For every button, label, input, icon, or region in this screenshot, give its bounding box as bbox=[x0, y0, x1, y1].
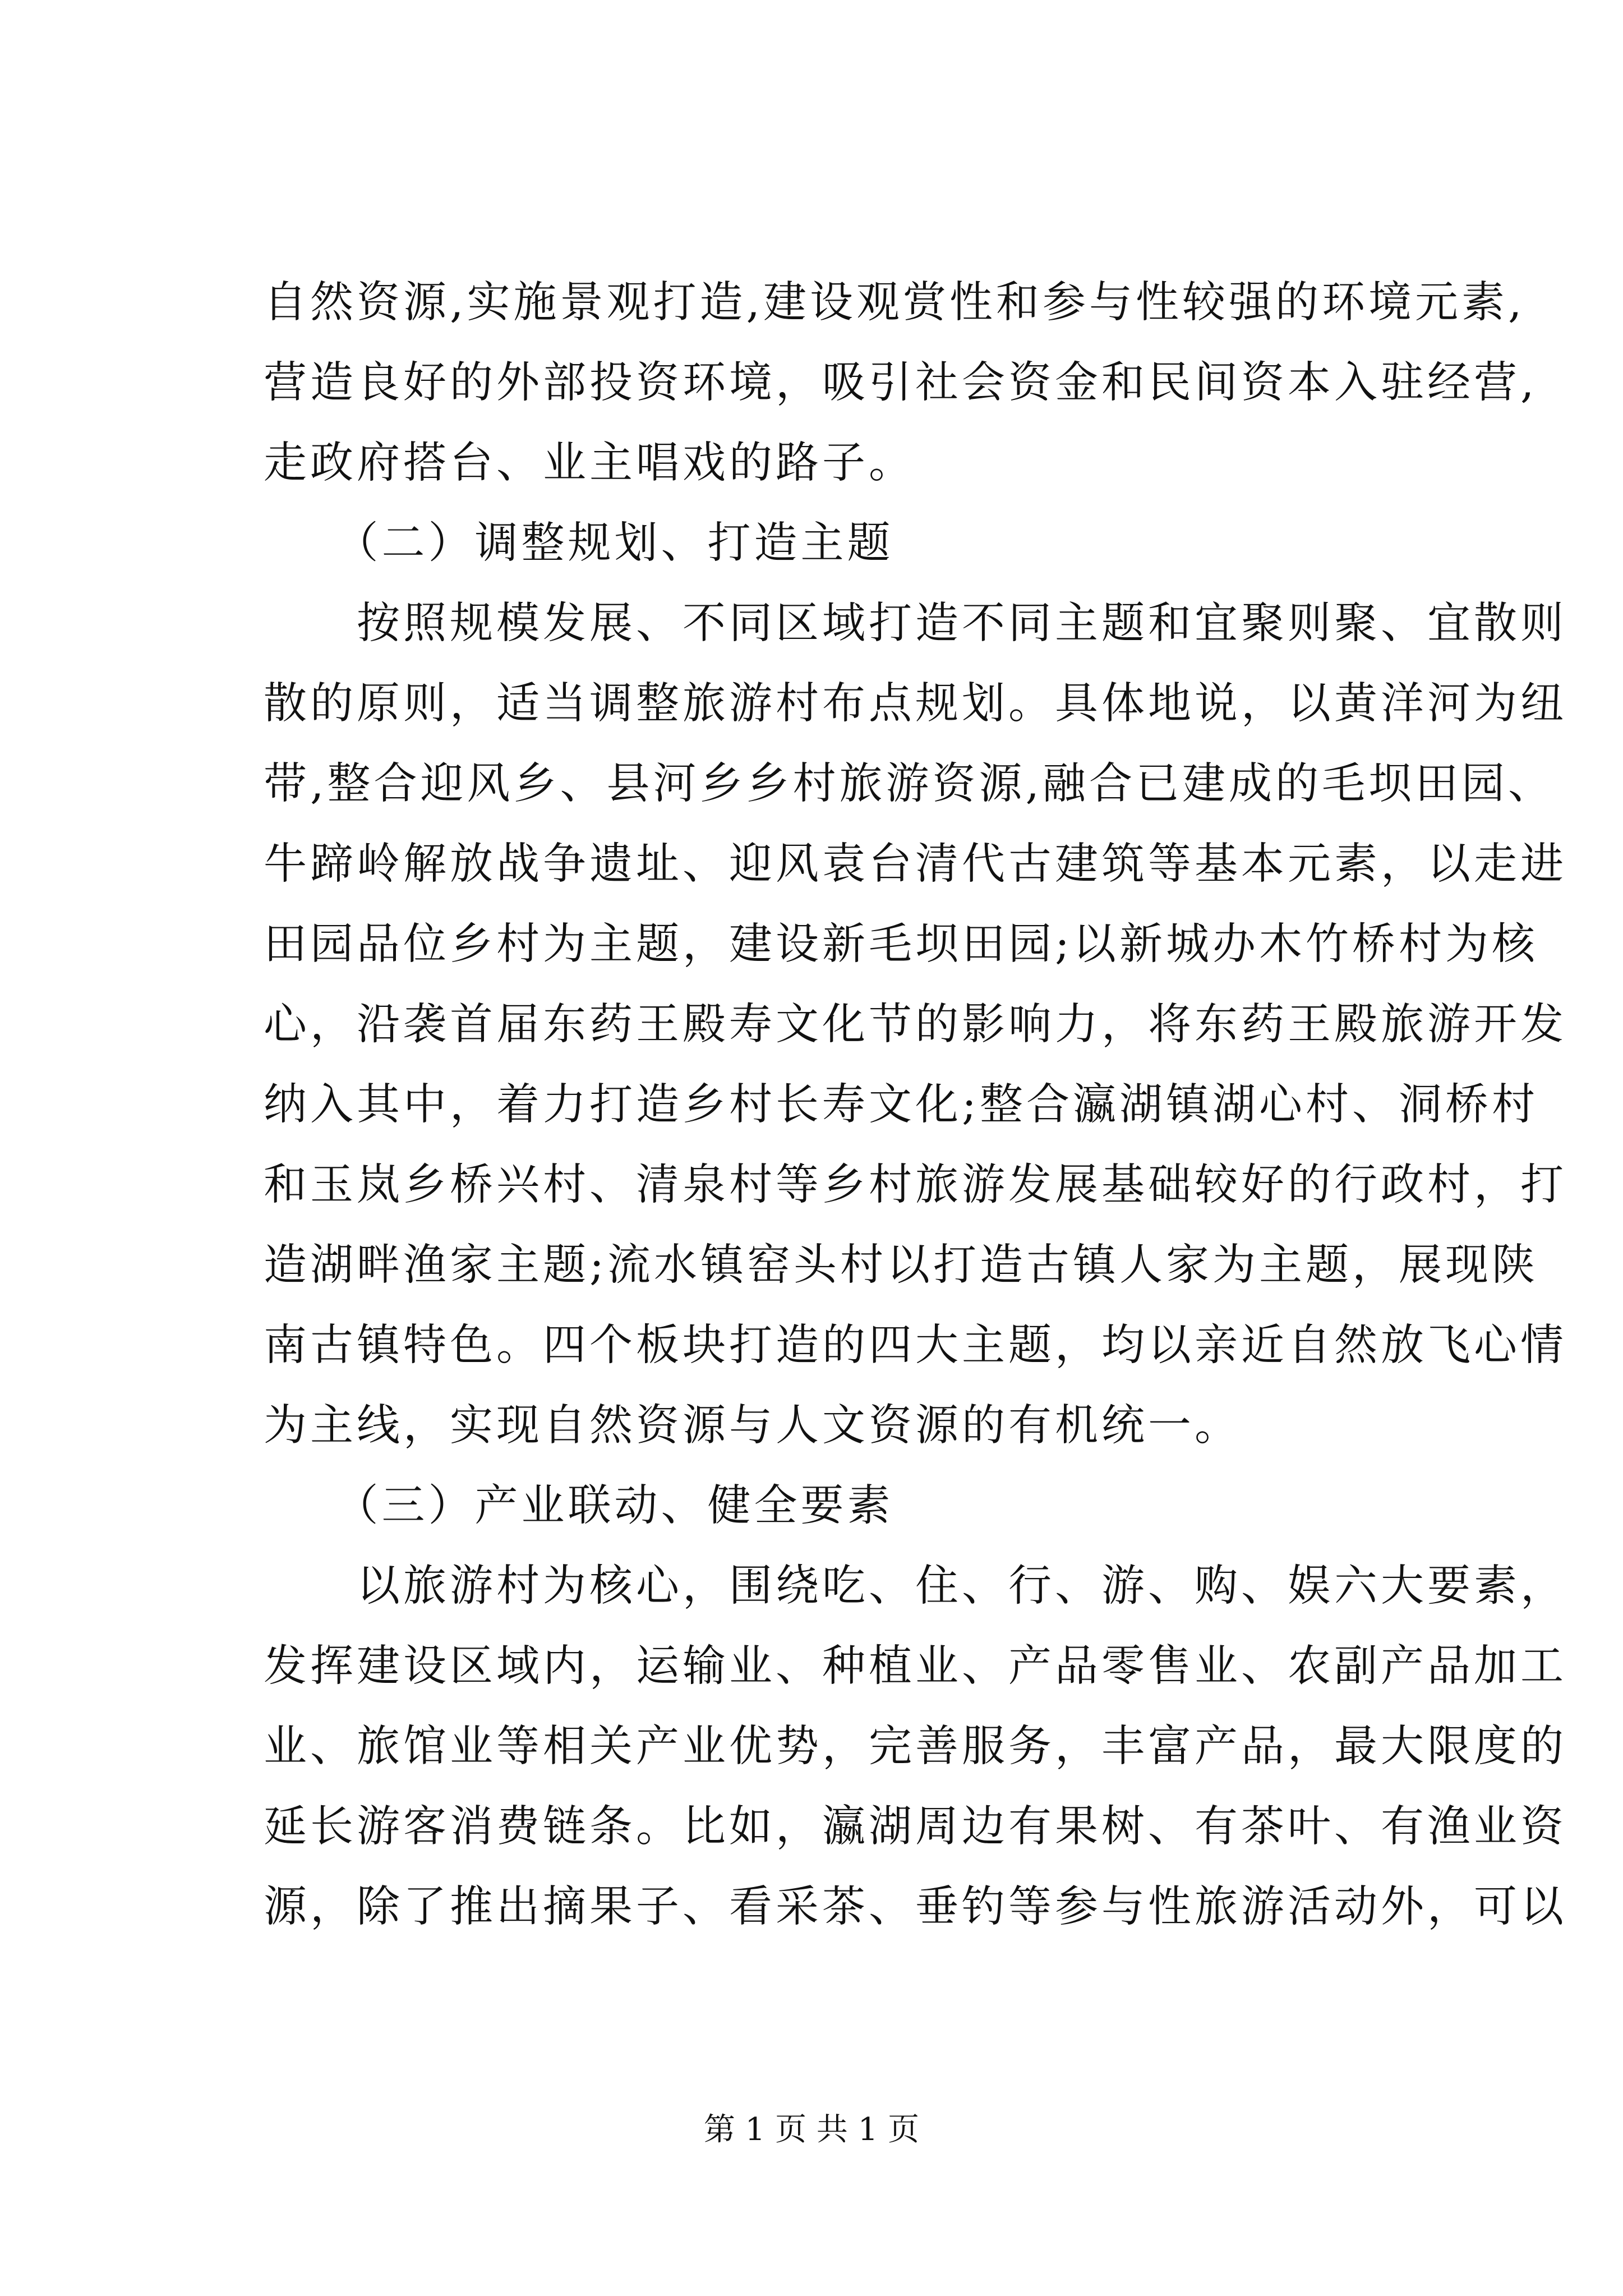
body-text bbox=[264, 263, 1567, 1947]
text-line: 田园品位乡村为主题，建设新毛坝田园;以新城办木竹桥村为核 bbox=[264, 919, 1538, 969]
text-line: 牛蹄岭解放战争遗址、迎风袁台清代古建筑等基本元素，以走进 bbox=[264, 839, 1567, 889]
section-heading: （三）产业联动、健全要素 bbox=[264, 1481, 894, 1531]
page-footer: 第 1 页 共 1 页 bbox=[703, 2111, 920, 2148]
text-line: 自然资源,实施景观打造,建设观赏性和参与性较强的环境元素, bbox=[264, 278, 1525, 328]
text-line: 南古镇特色。四个板块打造的四大主题，均以亲近自然放飞心情 bbox=[264, 1320, 1567, 1370]
section-heading: （二）调整规划、打造主题 bbox=[264, 518, 894, 568]
text-line: 造湖畔渔家主题;流水镇窑头村以打造古镇人家为主题，展现陕 bbox=[264, 1240, 1538, 1290]
text-line: 散的原则，适当调整旅游村布点规划。具体地说，以黄洋河为纽 bbox=[264, 679, 1567, 729]
text-line: 源，除了推出摘果子、看采茶、垂钓等参与性旅游活动外，可以 bbox=[264, 1882, 1567, 1932]
text-line: 纳入其中，着力打造乡村长寿文化;整合瀛湖镇湖心村、洞桥村 bbox=[264, 1080, 1538, 1130]
text-line: 业、旅馆业等相关产业优势，完善服务，丰富产品，最大限度的 bbox=[264, 1722, 1567, 1772]
text-line: 按照规模发展、不同区域打造不同主题和宜聚则聚、宜散则 bbox=[264, 599, 1567, 648]
text-line: 走政府搭台、业主唱戏的路子。 bbox=[264, 438, 915, 488]
text-line: 发挥建设区域内，运输业、种植业、产品零售业、农副产品加工 bbox=[264, 1641, 1567, 1691]
text-line: 以旅游村为核心，围绕吃、住、行、游、购、娱六大要素， bbox=[264, 1561, 1567, 1611]
text-line: 营造良好的外部投资环境，吸引社会资金和民间资本入驻经营, bbox=[264, 358, 1538, 408]
text-line: 带,整合迎风乡、县河乡乡村旅游资源,融合已建成的毛坝田园、 bbox=[264, 759, 1555, 809]
text-line: 心，沿袭首届东药王殿寿文化节的影响力，将东药王殿旅游开发 bbox=[264, 1000, 1567, 1050]
text-line: 延长游客消费链条。比如，瀛湖周边有果树、有茶叶、有渔业资 bbox=[264, 1802, 1567, 1852]
text-line: 为主线，实现自然资源与人文资源的有机统一。 bbox=[264, 1401, 1241, 1451]
text-line: 和玉岚乡桥兴村、清泉村等乡村旅游发展基础较好的行政村，打 bbox=[264, 1160, 1567, 1210]
